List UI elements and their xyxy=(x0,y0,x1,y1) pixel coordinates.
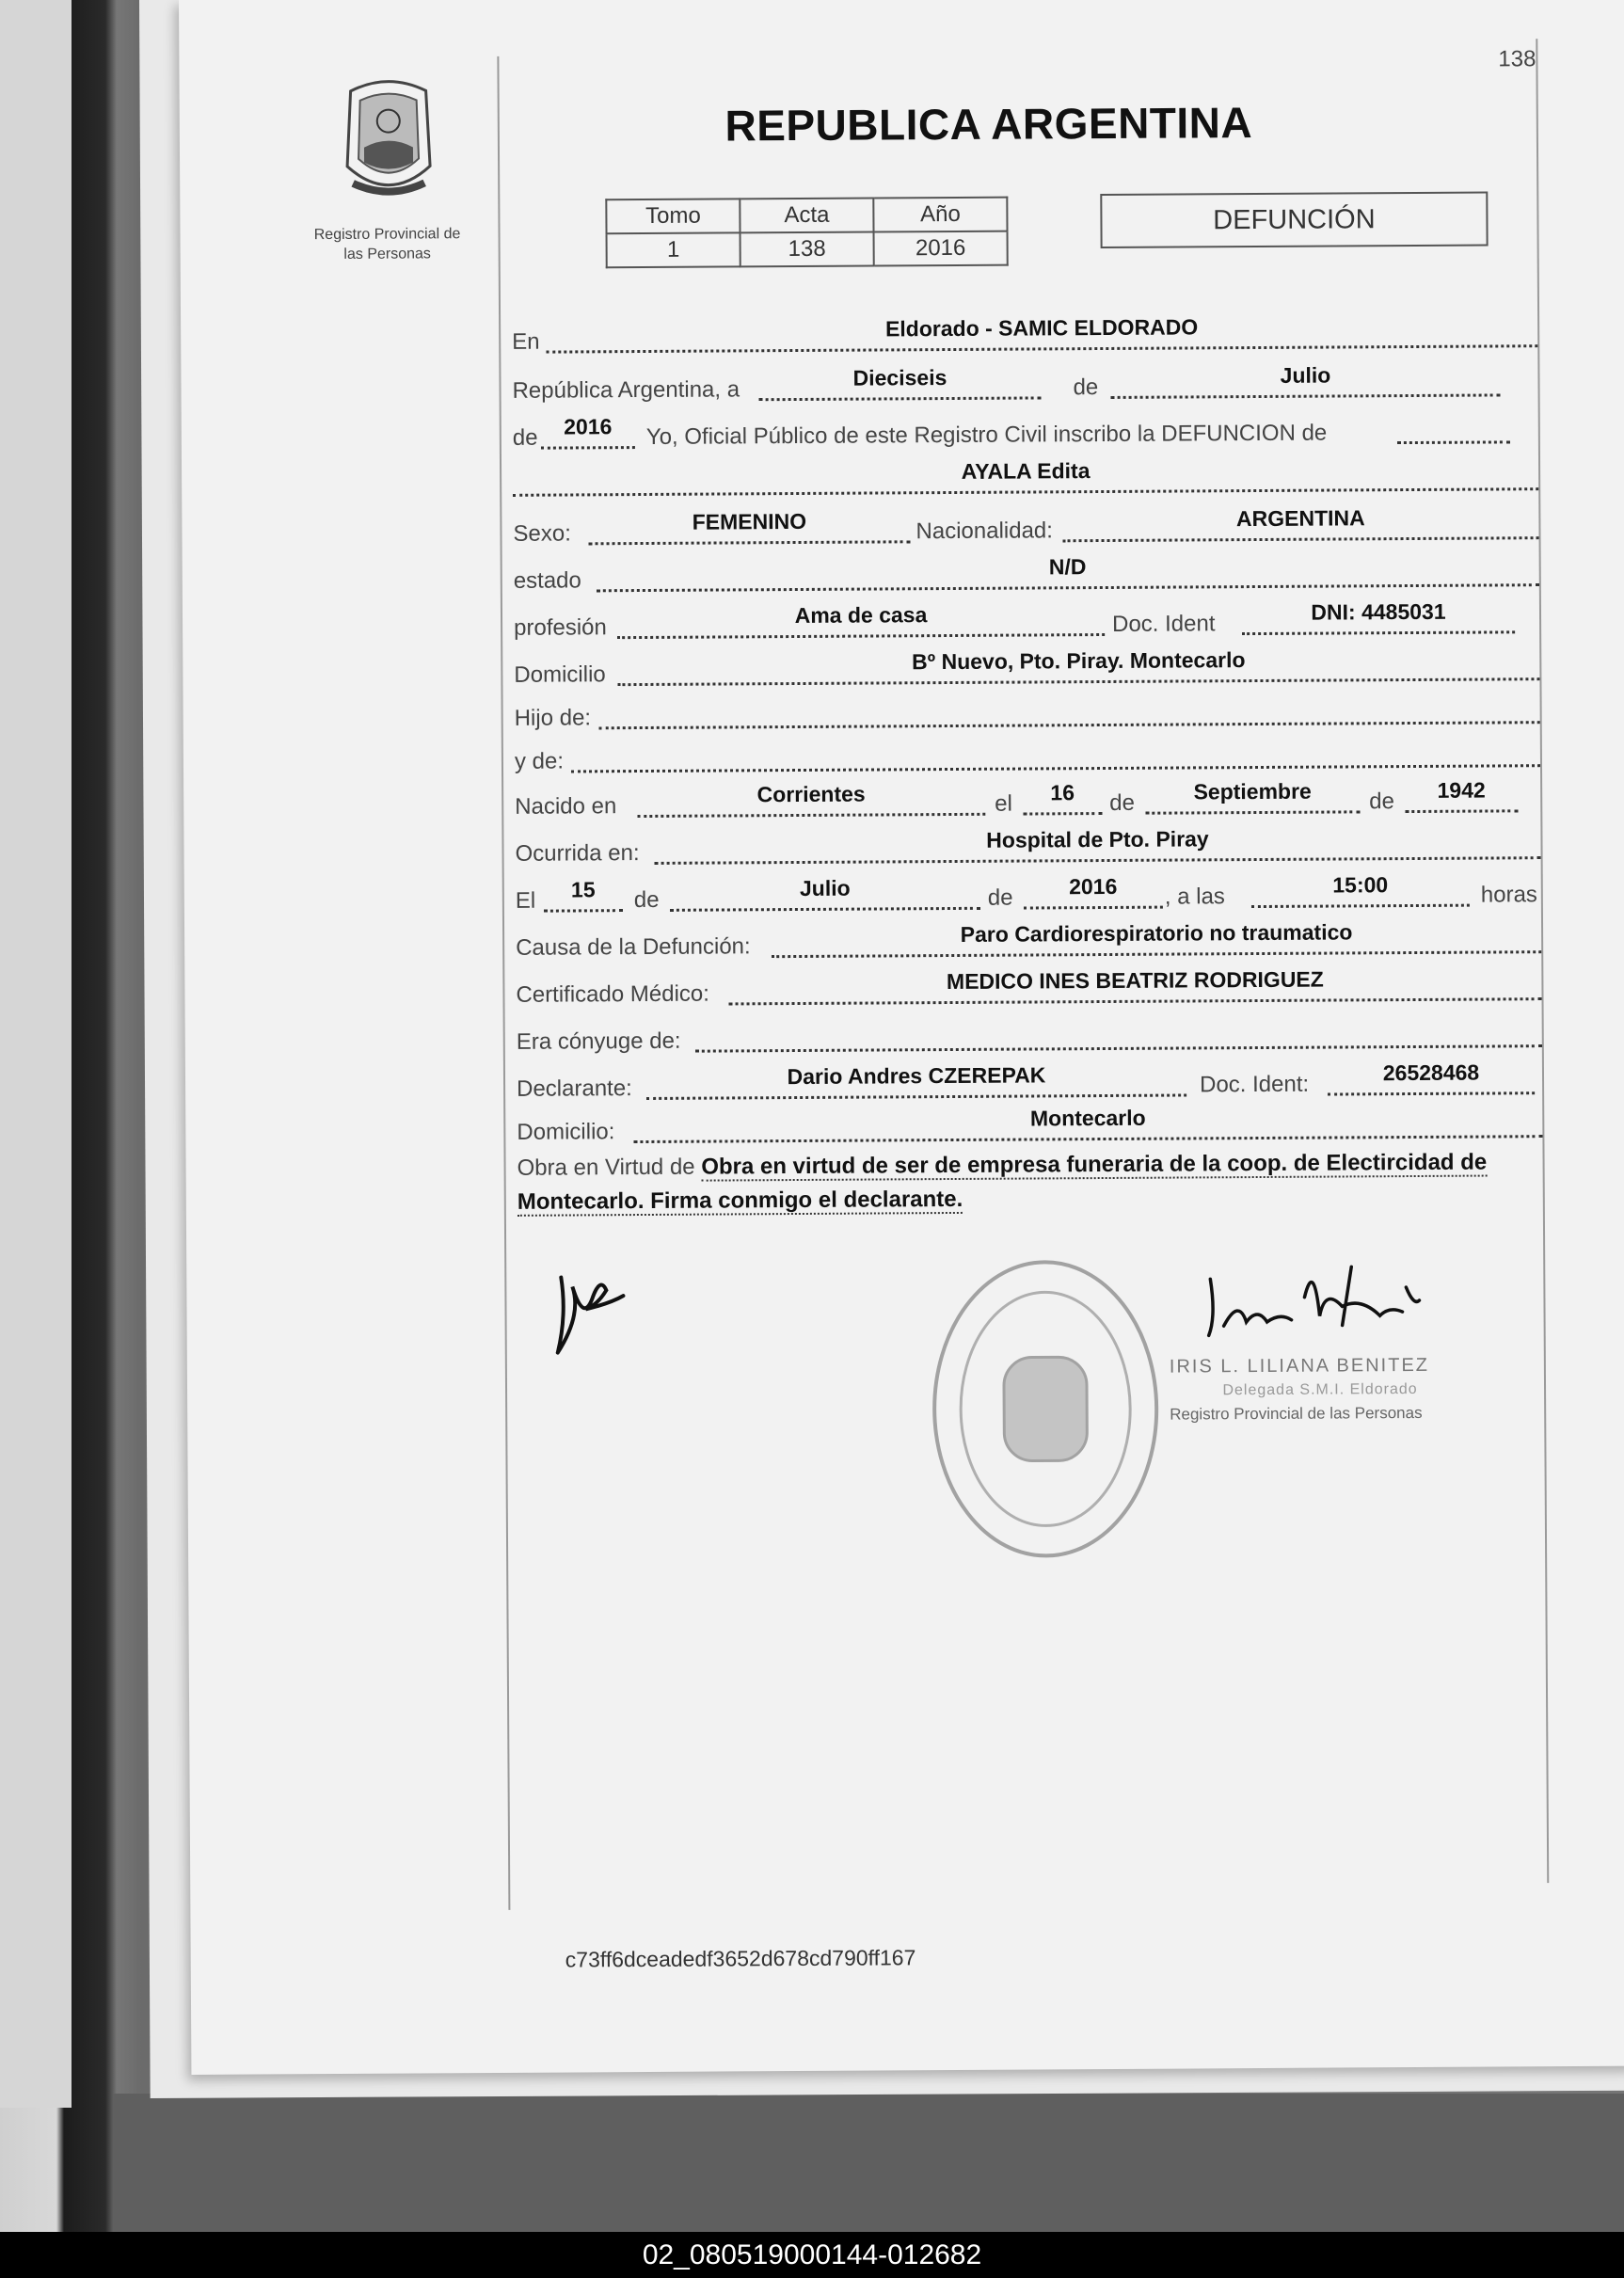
reference-ano-value: 2016 xyxy=(874,231,1008,266)
reference-tomo-value: 1 xyxy=(607,232,740,267)
profesion-value: Ama de casa xyxy=(794,602,928,629)
registration-month: Julio xyxy=(1280,362,1331,388)
inscribo-text: Yo, Oficial Público de este Registro Civil inscribo la DEFUNCION de xyxy=(645,420,1328,450)
conyuge-dotted-line xyxy=(695,1009,1542,1052)
line-domicilio-declarante xyxy=(517,1102,1542,1148)
adjacent-page-edge xyxy=(0,0,72,2108)
nacido-label: Nacido en xyxy=(515,793,617,820)
line-nacido xyxy=(515,776,1540,822)
obra-value: Obra en virtud de ser de empresa funeraria de la coop. de Electircidad de Montecarlo. Firma conmigo el declarante. xyxy=(517,1149,1488,1215)
registry-name-line2: las Personas xyxy=(343,246,431,263)
obra-paragraph xyxy=(517,1145,1552,1219)
hijo-dotted-line xyxy=(598,685,1539,729)
sexo-value: FEMENINO xyxy=(692,508,807,534)
official-seal-icon xyxy=(922,1253,1169,1566)
line-y-de xyxy=(515,731,1540,777)
conyuge-label: Era cónyuge de: xyxy=(516,1027,681,1055)
declarante-doc-label: Doc. Ident: xyxy=(1199,1071,1310,1098)
scan-surface xyxy=(113,2094,1624,2232)
estado-value: N/D xyxy=(1048,554,1087,580)
birth-day: 16 xyxy=(1050,780,1075,805)
death-certificate-page xyxy=(179,0,1624,2075)
death-year: 2016 xyxy=(1069,873,1118,900)
estado-label: estado xyxy=(513,567,581,594)
declarante-doc-value: 26528468 xyxy=(1382,1059,1480,1086)
line-en xyxy=(512,311,1537,358)
reference-header-acta: Acta xyxy=(740,198,873,232)
birth-de2-label: de xyxy=(1369,789,1395,815)
el-label: el xyxy=(995,790,1013,817)
birth-de1-label: de xyxy=(1109,789,1136,816)
margin-rule-right xyxy=(1536,39,1549,1883)
registration-year: 2016 xyxy=(564,414,613,439)
line-causa xyxy=(516,917,1541,964)
causa-value: Paro Cardiorespiratorio no traumatico xyxy=(960,919,1353,947)
scan-footer-id: 02_080519000144-012682 xyxy=(0,2232,1624,2278)
domicilio-value: Bº Nuevo, Pto. Piray. Montecarlo xyxy=(912,647,1246,675)
profesion-label: profesión xyxy=(514,614,607,641)
line-death-date xyxy=(516,870,1541,916)
line-ocurrida xyxy=(515,823,1540,869)
registry-name xyxy=(293,224,481,264)
document-type-box: DEFUNCIÓN xyxy=(1100,192,1488,249)
republica-label: República Argentina, a xyxy=(512,376,740,404)
doc-ident-label: Doc. Ident xyxy=(1111,611,1216,637)
y-de-label: y de: xyxy=(514,748,565,774)
death-month: Julio xyxy=(799,875,851,900)
official-role: Delegada S.M.I. Eldorado xyxy=(1222,1380,1418,1399)
sexo-label: Sexo: xyxy=(513,520,571,547)
page-number: 138 xyxy=(1498,46,1536,72)
year-prefix-label: de xyxy=(512,424,538,451)
nacido-en-value: Corrientes xyxy=(756,781,866,807)
reference-value-row xyxy=(607,231,1008,268)
doc-ident-value: DNI: 4485031 xyxy=(1311,598,1446,625)
en-value: Eldorado - SAMIC ELDORADO xyxy=(884,314,1199,342)
death-time: 15:00 xyxy=(1332,872,1389,898)
province-coat-of-arms-icon xyxy=(331,72,445,204)
el2-label: El xyxy=(515,887,536,914)
horas-label: horas xyxy=(1480,882,1537,908)
nacionalidad-label: Nacionalidad: xyxy=(915,518,1053,545)
y-de-dotted-line xyxy=(571,728,1540,773)
ocurrida-en-value: Hospital de Pto. Piray xyxy=(986,826,1209,852)
birth-year: 1942 xyxy=(1437,777,1486,803)
official-signature-icon xyxy=(1201,1259,1427,1345)
line-estado xyxy=(514,550,1539,597)
hijo-label: Hijo de: xyxy=(514,705,592,731)
line-sexo xyxy=(513,503,1538,550)
declarante-label: Declarante: xyxy=(516,1075,632,1102)
declarante-value: Dario Andres CZEREPAK xyxy=(787,1062,1046,1090)
certificado-label: Certificado Médico: xyxy=(516,980,709,1008)
domicilio2-value: Montecarlo xyxy=(1029,1105,1146,1131)
line-conyuge xyxy=(517,1012,1542,1058)
registration-day: Dieciseis xyxy=(852,365,947,390)
line-hijo xyxy=(515,688,1540,734)
document-hash: c73ff6dceadedf3652d678cd790ff167 xyxy=(565,1945,916,1972)
registry-name-line1: Registro Provincial de xyxy=(313,226,461,244)
de-label: de xyxy=(1073,374,1099,401)
reference-header-ano: Año xyxy=(873,198,1007,232)
obra-label: Obra en Virtud de xyxy=(517,1154,695,1181)
line-profesion xyxy=(514,597,1539,644)
line-declarante xyxy=(517,1059,1542,1105)
deceased-name: AYALA Edita xyxy=(961,458,1091,484)
official-registry: Registro Provincial de las Personas xyxy=(1170,1403,1423,1424)
nacionalidad-value: ARGENTINA xyxy=(1235,505,1365,532)
declarant-signature-icon xyxy=(544,1258,629,1362)
death-day: 15 xyxy=(570,877,596,902)
reference-acta-value: 138 xyxy=(740,231,874,266)
death-de2-label: de xyxy=(987,884,1013,911)
death-de1-label: de xyxy=(633,886,660,914)
reference-header-row xyxy=(606,198,1007,234)
causa-label: Causa de la Defunción: xyxy=(516,933,751,961)
domicilio2-label: Domicilio: xyxy=(517,1119,615,1145)
a-las-label: , a las xyxy=(1164,884,1225,910)
line-inscribo xyxy=(513,407,1538,454)
document-title: REPUBLICA ARGENTINA xyxy=(724,98,1253,151)
en-label: En xyxy=(512,328,540,355)
line-republica xyxy=(512,360,1537,406)
domicilio-label: Domicilio xyxy=(514,661,606,688)
birth-month: Septiembre xyxy=(1193,778,1312,804)
reference-header-tomo: Tomo xyxy=(606,199,740,233)
line-domicilio xyxy=(514,645,1539,691)
line-deceased-name xyxy=(513,454,1538,501)
inscribo-dotted-line xyxy=(1397,405,1510,444)
margin-rule-left xyxy=(497,56,510,1910)
official-name: IRIS L. LILIANA BENITEZ xyxy=(1169,1354,1430,1378)
ocurrida-label: Ocurrida en: xyxy=(515,840,640,867)
certificado-value: MEDICO INES BEATRIZ RODRIGUEZ xyxy=(946,966,1324,995)
line-certificado xyxy=(516,964,1541,1011)
reference-table xyxy=(605,197,1008,269)
